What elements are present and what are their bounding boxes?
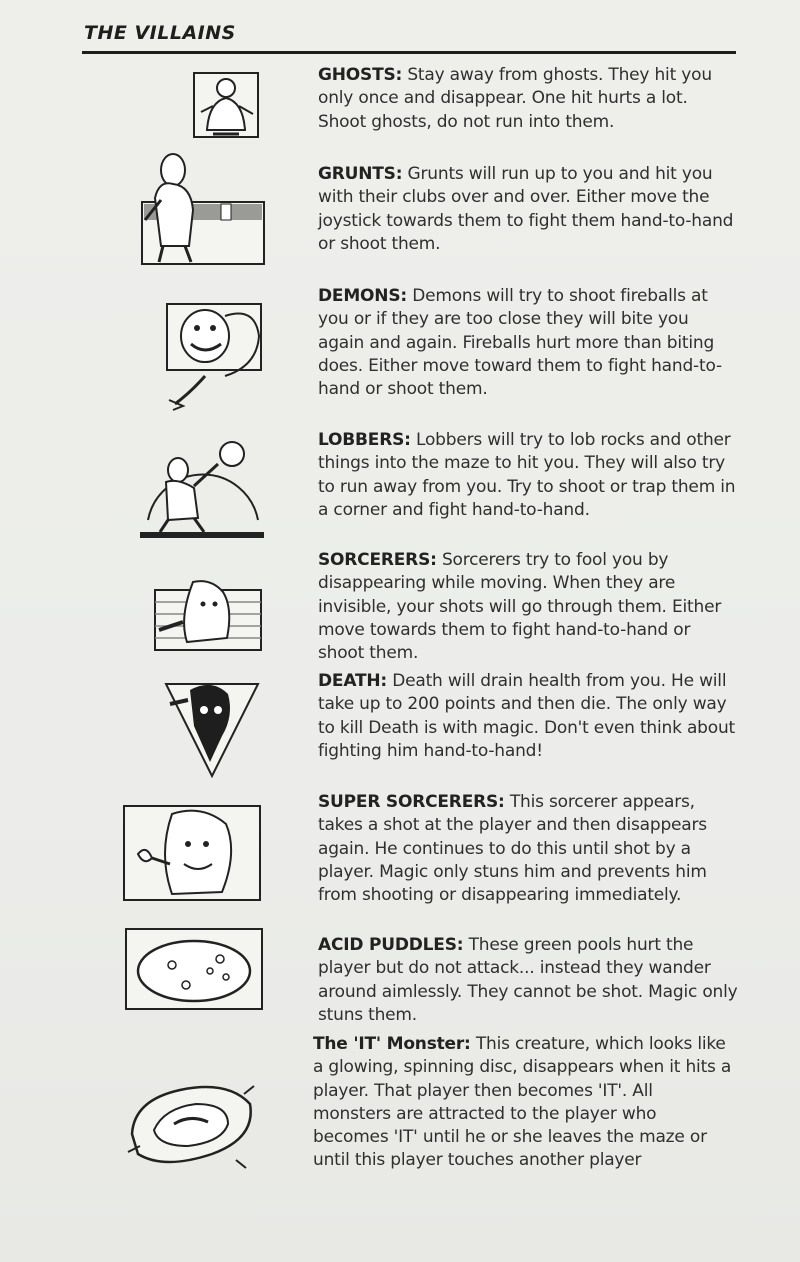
villain-name: The 'IT' Monster: [313, 1034, 471, 1054]
villain-name: SORCERERS: [318, 550, 437, 570]
header-rule [82, 51, 736, 54]
villain-name: DEATH: [318, 671, 387, 691]
villain-name: GHOSTS: [318, 65, 403, 85]
villain-description: Demons will try to shoot fireballs at you or if they are too close they will bite you again and again. Fireballs hurt more than biting does. Either move toward them to fight hand-to-hand or shoot them. [318, 286, 722, 400]
villain-description: This sorcerer appears, takes a shot at the player and then disappears again. He continues to do this until shot by a player. Magic only stuns him and prevents him from shooting or disappearing immediately. [318, 792, 707, 906]
villain-name: ACID PUDDLES: [318, 935, 464, 955]
ghost-icon [193, 72, 259, 138]
villain-entry-super-sorcerers [318, 791, 738, 907]
villain-entry-sorcerers [318, 549, 738, 665]
grunt-icon [141, 150, 267, 268]
villain-description: Grunts will run up to you and hit you with their clubs over and over. Either move the joystick towards them to fight them hand-to-hand or shoot them. [318, 164, 734, 254]
demon-icon [165, 296, 265, 414]
villain-name: GRUNTS: [318, 164, 403, 184]
villain-name: DEMONS: [318, 286, 407, 306]
villain-description: This creature, which looks like a glowing, spinning disc, disappears when it hits a player. That player then becomes 'IT'. All monsters are attracted to the player who becomes 'IT' until he or she leaves the maze or until this player touches another player [313, 1034, 732, 1171]
super-sorcerer-icon [122, 804, 262, 902]
villain-description: Lobbers will try to lob rocks and other things into the maze to hit you. They will also try to run away from you. Try to shoot or trap them in a corner and fight hand-to-hand. [318, 430, 736, 520]
villain-entry-lobbers [318, 429, 738, 522]
villain-entry-acid-puddles [318, 934, 738, 1027]
lobber-icon [138, 440, 266, 540]
villain-description: Stay away from ghosts. They hit you only once and disappear. One hit hurts a lot. Shoot ghosts, do not run into them. [318, 65, 712, 132]
villain-entry-grunts [318, 163, 738, 256]
villain-entry-demons [318, 285, 738, 401]
villain-entry-death [318, 670, 738, 763]
it-monster-icon [124, 1074, 258, 1174]
section-title: THE VILLAINS [84, 22, 236, 44]
sorcerer-icon [153, 578, 265, 656]
villain-entry-it-monster [313, 1033, 733, 1173]
villain-description: These green pools hurt the player but do not attack... instead they wander around aimlessly. They cannot be shot. Magic only stuns them. [318, 935, 738, 1025]
villain-description: Death will drain health from you. He will take up to 200 points and then die. The only way to kill Death is with magic. Don't even think about fighting him hand-to-hand! [318, 671, 735, 761]
acid-puddle-icon [124, 927, 264, 1011]
villain-description: Sorcerers try to fool you by disappearing while moving. When they are invisible, your shots will go through them. Either move towards them to fight hand-to-hand or shoot them. [318, 550, 722, 664]
death-icon [164, 676, 260, 780]
villain-entry-ghosts [318, 64, 738, 134]
villain-name: LOBBERS: [318, 430, 411, 450]
villain-name: SUPER SORCERERS: [318, 792, 505, 812]
